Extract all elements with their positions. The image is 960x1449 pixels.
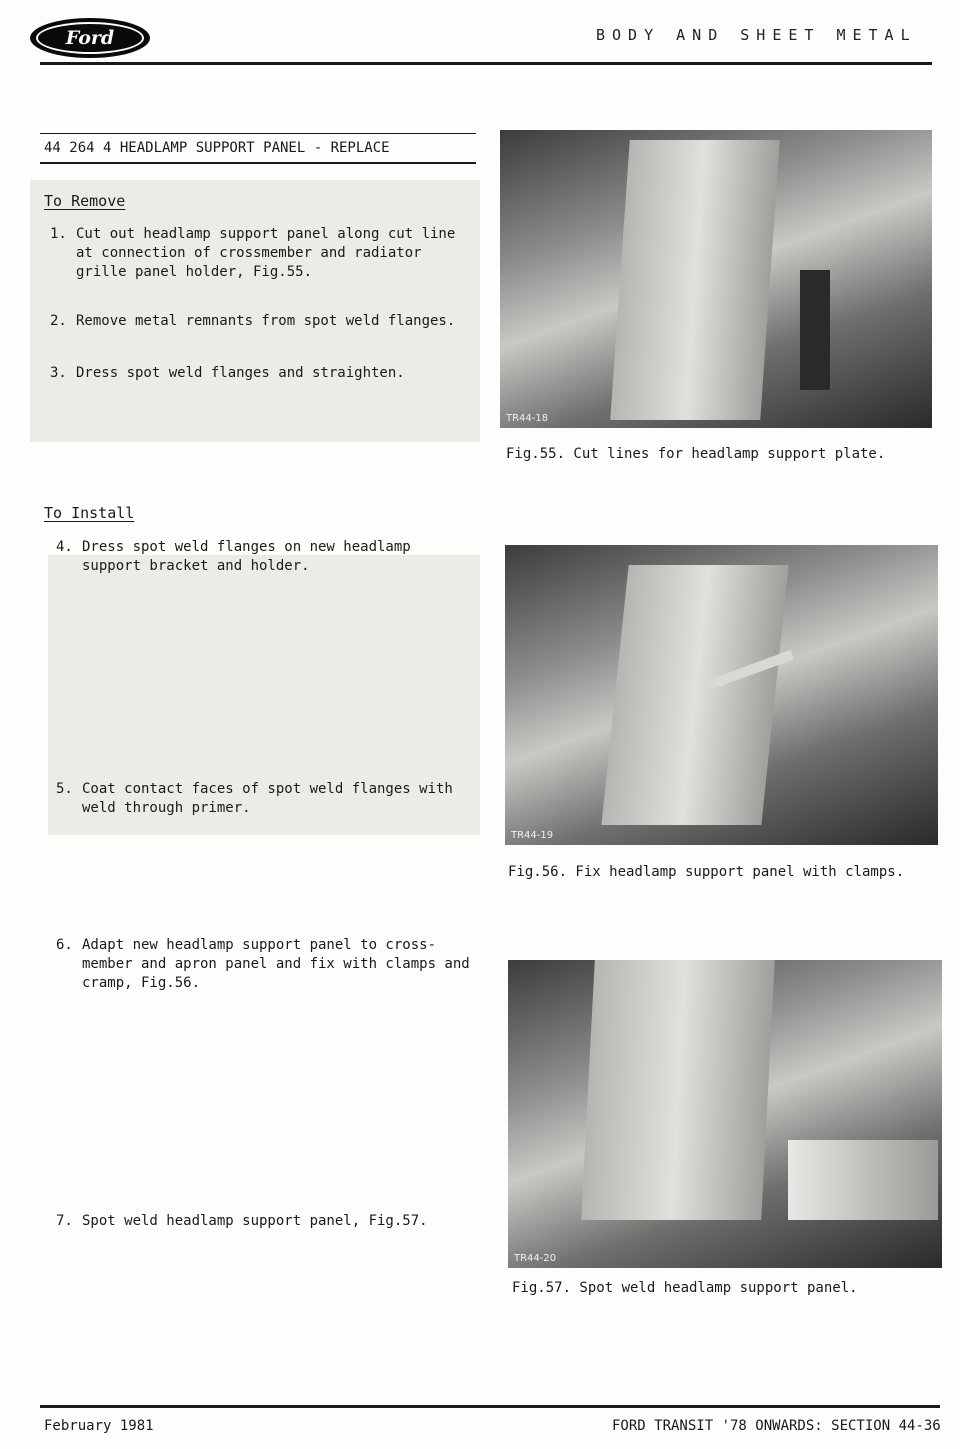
- photo-panel: [601, 565, 788, 825]
- install-heading: To Install: [44, 504, 135, 522]
- figure-56-caption: Fig.56. Fix headlamp support panel with clamps.: [508, 864, 905, 880]
- remove-heading: To Remove: [44, 192, 126, 210]
- page-header-title: BODY AND SHEET METAL: [596, 26, 917, 44]
- install-step-6: [56, 936, 492, 993]
- remove-step-3: [50, 364, 474, 383]
- photo-panel: [610, 140, 780, 420]
- install-step-5: [56, 780, 476, 818]
- footer-rule: [40, 1405, 940, 1408]
- figure-code: TR44-18: [506, 413, 549, 424]
- step-number: 1.: [50, 226, 67, 242]
- figure-55-photo: [500, 130, 932, 428]
- step-text: Cut out headlamp support panel along cut line at connection of crossmember and radiator grille panel holder, Fig.55.: [76, 226, 456, 280]
- ford-logo: [30, 18, 150, 58]
- step-number: 3.: [50, 365, 67, 381]
- step-text: Coat contact faces of spot weld flanges with weld through primer.: [82, 781, 453, 816]
- header-rule: [40, 62, 932, 65]
- remove-shade: [30, 180, 480, 442]
- step-number: 2.: [50, 313, 67, 329]
- photo-weld-gun: [788, 1140, 938, 1220]
- figure-code: TR44-20: [514, 1253, 557, 1264]
- figure-55-caption: Fig.55. Cut lines for headlamp support plate.: [506, 446, 886, 462]
- figure-57-photo: [508, 960, 942, 1268]
- remove-step-2: [50, 312, 474, 331]
- step-number: 6.: [56, 937, 73, 953]
- footer-date: February 1981: [44, 1418, 154, 1434]
- photo-stand: [800, 270, 830, 390]
- ford-logo-text: Ford: [36, 22, 144, 54]
- figure-56-photo: [505, 545, 938, 845]
- remove-step-1: [50, 225, 474, 282]
- step-text: Dress spot weld flanges on new headlamp support bracket and holder.: [82, 539, 411, 574]
- step-number: 5.: [56, 781, 73, 797]
- install-step-7: [56, 1212, 476, 1231]
- step-number: 7.: [56, 1213, 73, 1229]
- step-text: Remove metal remnants from spot weld flanges.: [76, 313, 456, 329]
- step-text: Dress spot weld flanges and straighten.: [76, 365, 405, 381]
- footer-reference: FORD TRANSIT '78 ONWARDS: SECTION 44-36: [612, 1418, 941, 1434]
- step-text: Adapt new headlamp support panel to cross-member and apron panel and fix with clamps and cramp, Fig.56.: [82, 937, 470, 991]
- section-title: 44 264 4 HEADLAMP SUPPORT PANEL - REPLACE: [44, 140, 390, 156]
- figure-code: TR44-19: [511, 830, 554, 841]
- step-text: Spot weld headlamp support panel, Fig.57.: [82, 1213, 428, 1229]
- section-title-rule-bottom: [40, 162, 476, 164]
- step-number: 4.: [56, 539, 73, 555]
- photo-panel: [581, 960, 775, 1220]
- install-step-4: [56, 538, 436, 576]
- figure-57-caption: Fig.57. Spot weld headlamp support panel.: [512, 1280, 858, 1296]
- section-title-rule-top: [40, 133, 476, 134]
